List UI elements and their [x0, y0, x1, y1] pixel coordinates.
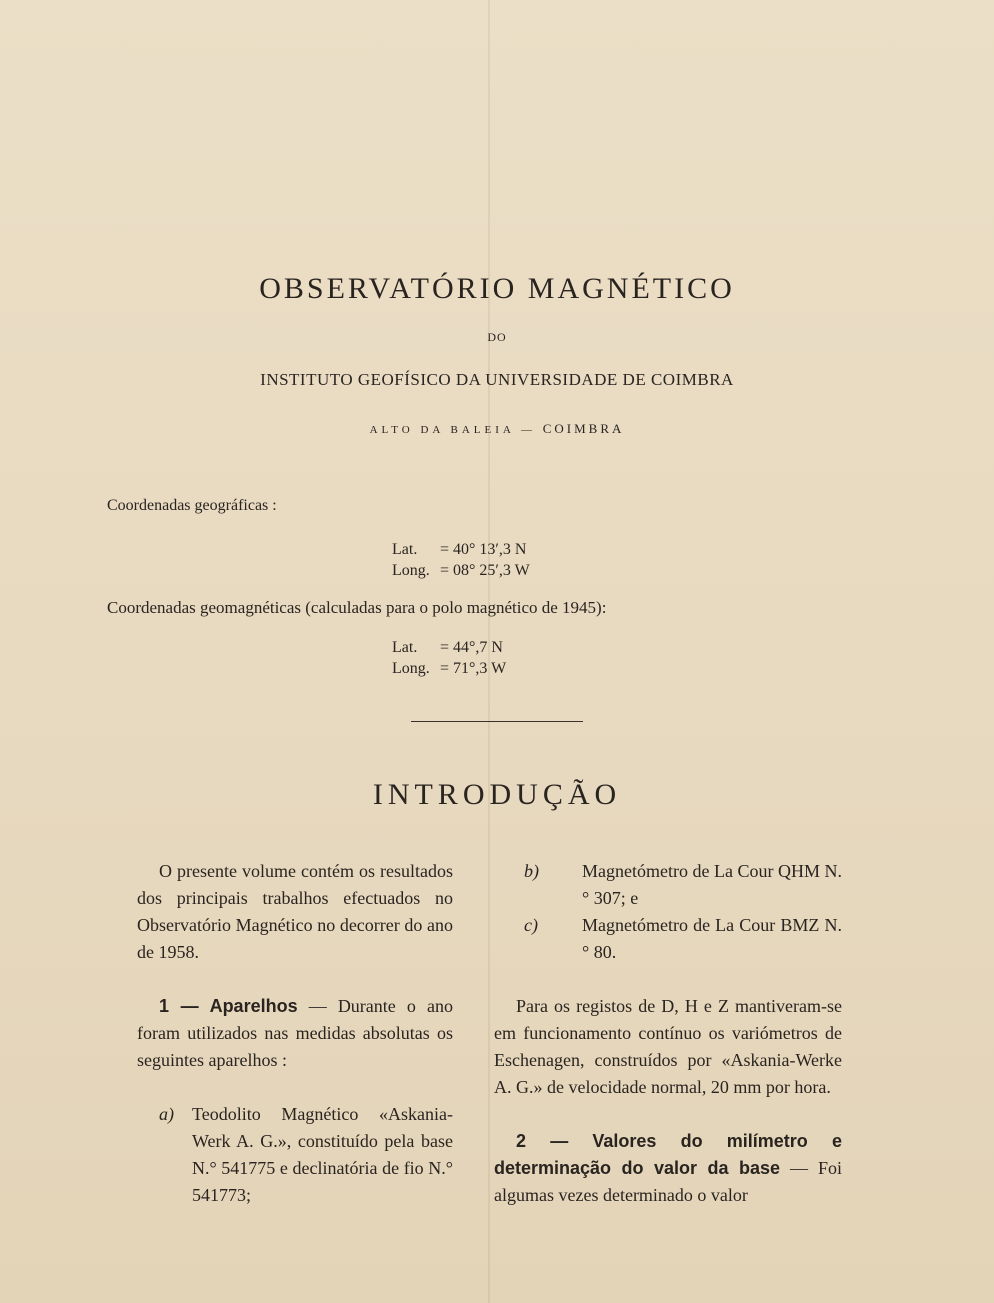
section-2-text: — Foi algumas vezes determinado o valor	[494, 1158, 843, 1205]
list-item-text: Teodolito Magnético «Askania-Werk A. G.», constituído pela base N.° 541775 e declinatória de fio N.° 541773;	[192, 1104, 453, 1205]
section-2-heading: 2 — Valores do milímetro e determinação do valor da base	[494, 1131, 842, 1178]
recorders-paragraph: Para os registos de D, H e Z mantiveram-se em funcionamento contínuo os variómetros de Eschenagen, construídos por «Askania-Werke A. G.» de velocidade normal, 20 mm por hora.	[494, 996, 842, 1097]
geographic-lat-row	[392, 539, 530, 560]
coord-value: = 08° 25′,3 W	[440, 562, 530, 579]
geographic-coordinates-label: Coordenadas geográficas :	[107, 497, 277, 514]
coord-key: Lat.	[392, 541, 418, 558]
list-marker: c)	[524, 915, 538, 935]
geomagnetic-lat-row	[392, 637, 506, 658]
list-item-text: Magnetómetro de La Cour BMZ N.° 80.	[582, 915, 842, 962]
coord-key: Lat.	[392, 639, 418, 656]
title-connector: DO	[487, 330, 507, 344]
list-marker: b)	[524, 861, 539, 881]
geomagnetic-coordinates-label: Coordenadas geomagnéticas (calculadas para o polo magnético de 1945):	[107, 598, 607, 617]
section-2-paragraph	[494, 1128, 842, 1209]
coord-value: = 44°,7 N	[440, 639, 503, 656]
page-title: OBSERVATÓRIO MAGNÉTICO	[259, 272, 735, 305]
intro-paragraph: O presente volume contém os resultados dos principais trabalhos efectuados no Observatório Magnético no decorrer do ano de 1958.	[137, 861, 453, 962]
coord-value: = 40° 13′,3 N	[440, 541, 527, 558]
institute-name: INSTITUTO GEOFÍSICO DA UNIVERSIDADE DE COIMBRA	[260, 370, 734, 389]
geomagnetic-long-row	[392, 658, 506, 679]
location-small: ALTO DA BALEIA —	[369, 424, 536, 436]
section-1-text: — Durante o ano foram utilizados nas medidas absolutas os seguintes aparelhos :	[137, 996, 453, 1070]
list-item-a	[137, 1101, 453, 1209]
geographic-long-row	[392, 560, 530, 581]
location-city: COIMBRA	[542, 421, 625, 436]
list-item-c	[494, 912, 842, 966]
right-column	[494, 858, 842, 1209]
coord-value: = 71°,3 W	[440, 660, 507, 677]
list-item-text: Magnetómetro de La Cour QHM N.° 307; e	[582, 861, 842, 908]
location-line	[0, 421, 994, 437]
left-column	[137, 858, 453, 1209]
section-1-paragraph	[137, 993, 453, 1074]
coord-key: Long.	[392, 562, 430, 579]
section-divider	[411, 721, 583, 722]
list-item-b	[494, 858, 842, 912]
section-1-heading: 1 — Aparelhos	[159, 996, 298, 1016]
introduction-heading: INTRODUÇÃO	[372, 778, 622, 811]
geographic-coordinates	[392, 539, 530, 581]
coord-key: Long.	[392, 660, 430, 677]
list-marker: a)	[159, 1104, 174, 1124]
geomagnetic-coordinates	[392, 637, 506, 679]
